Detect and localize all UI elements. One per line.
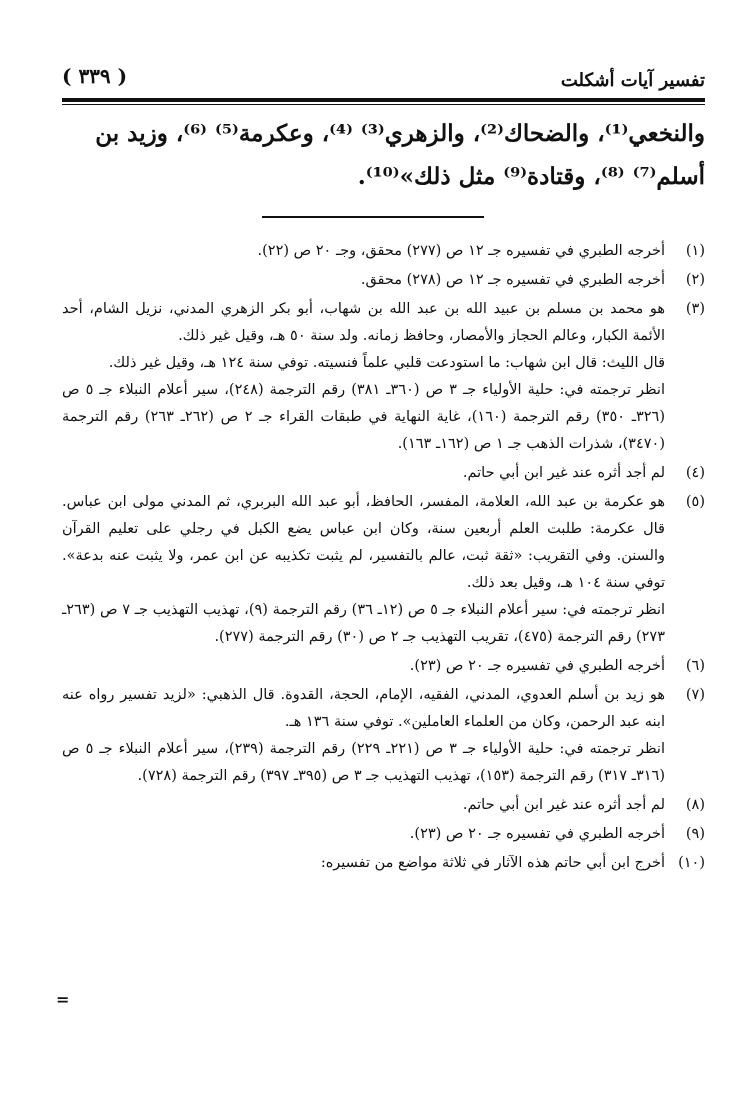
footnote-body [62,460,665,487]
footnote-body [62,238,665,265]
footnote-paragraph: لم أجد أثره عند غير ابن أبي حاتم. [462,797,665,813]
header-book-title: تفسير آيات أشكلت [560,70,705,91]
footnote-item [62,267,705,294]
footnote-item [62,653,705,680]
margin-mark: = [56,990,70,1009]
footnote-separator [262,216,484,218]
main-text-line-1: والنخعي⁽¹⁾، والضحاك⁽²⁾، والزهري⁽³⁾ ⁽⁴⁾، وعكرمة⁽⁵⁾ ⁽⁶⁾، وزيد بن [95,120,705,147]
footnote-paragraph: هو محمد بن مسلم بن عبيد الله بن عبد الله بن شهاب، أبو بكر الزهري المدني، نزيل الشام، أحد الأئمة الكبار، وعالم الحجاز والأمصار، وحافظ زمانه. ولد سنة ٥٠ هـ، وقيل غير ذلك. [62,301,665,344]
footnote-body [62,653,665,680]
footnote-number: (٨) [685,797,705,813]
footnote-body [62,682,665,790]
footnote-number: (٩) [685,826,705,842]
header-rule-thick [62,98,705,102]
footnote-paragraph: انظر ترجمته في: حلية الأولياء جـ ٣ ص (٢٢١ـ ٢٢٩) رقم الترجمة (٢٣٩)، سير أعلام النبلاء جـ ٥ ص (٣١٦ـ ٣١٧) رقم الترجمة (١٥٣)، تهذيب التهذيب جـ ٣ ص (٣٩٥ـ ٣٩٧) رقم الترجمة (٧٢٨). [62,741,665,784]
footnote-paragraph: انظر ترجمته في: حلية الأولياء جـ ٣ ص (٣٦٠ـ ٣٨١) رقم الترجمة (٢٤٨)، سير أعلام النبلاء جـ ٥ ص (٣٢٦ـ ٣٥٠) رقم الترجمة (١٦٠)، غاية النهاية في طبقات القراء جـ ٢ ص (٢٦٢ـ ٢٦٣) رقم الترجمة (٣٤٧٠)، شذرات الذهب جـ ١ ص (١٦٢ـ ١٦٣). [62,382,666,452]
footnote-item [62,792,705,819]
footnote-paragraph: قال الليث: قال ابن شهاب: ما استودعت قلبي علماً فنسيته. توفي سنة ١٢٤ هـ، وقيل غير ذلك. [108,355,665,371]
footnote-number: (٤) [685,465,705,481]
footnote-paragraph: أخرج ابن أبي حاتم هذه الآثار في ثلاثة مواضع من تفسيره: [320,855,665,871]
footnote-body [62,792,665,819]
footnote-item [62,850,705,877]
footnote-item [62,682,705,790]
footnote-number: (٥) [685,494,705,510]
footnote-body [62,821,665,848]
main-text-line-2: أسلم⁽⁷⁾ ⁽⁸⁾، وقتادة⁽⁹⁾ مثل ذلك»⁽¹⁰⁾. [357,163,705,190]
footnote-item [62,238,705,265]
footnote-number: (٢) [685,272,705,288]
footnote-paragraph: هو زيد بن أسلم العدوي، المدني، الفقيه، الإمام، الحجة، القدوة. قال الذهبي: «لزيد تفسير رواه عنه ابنه عبد الرحمن، وكان من العلماء العاملين». توفي سنة ١٣٦ هـ. [62,687,665,730]
footnote-paragraph: لم أجد أثره عند غير ابن أبي حاتم. [462,465,665,481]
footnote-number: (٦) [685,658,705,674]
footnote-paragraph: هو عكرمة بن عبد الله، العلامة، المفسر، الحافظ، أبو عبد الله البربري، ثم المدني مولى ابن عباس. قال عكرمة: طلبت العلم أربعين سنة، وكان ابن عباس يضع الكبل في رجلي على تعليم القرآن والسنن. وفي التقريب: «ثقة ثبت، عالم بالتفسير، لم يثبت تكذيبه عن ابن عمر، ولا يثبت عنه بدعة». توفي سنة ١٠٤ هـ، وقيل بعد ذلك. [62,494,665,591]
main-text-block [60,112,705,198]
footnote-item [62,489,705,651]
footnote-paragraph: أخرجه الطبري في تفسيره جـ ٢٠ ص (٢٣). [409,658,665,674]
footnote-paragraph: انظر ترجمته في: سير أعلام النبلاء جـ ٥ ص (١٢ـ ٣٦) رقم الترجمة (٩)، تهذيب التهذيب جـ ٧ ص (٢٦٣ـ ٢٧٣) رقم الترجمة (٤٧٥)، تقريب التهذيب جـ ٢ ص (٣٠) رقم الترجمة (٢٧٧). [62,602,666,645]
running-header [62,62,705,96]
footnote-item [62,460,705,487]
footnote-body [62,489,665,651]
footnote-body [62,267,665,294]
header-rule-thin [62,104,705,105]
footnote-paragraph: أخرجه الطبري في تفسيره جـ ١٢ ص (٢٧٧) محقق، وجـ ٢٠ ص (٢٢). [257,243,665,259]
footnote-number: (٧) [685,687,705,703]
footnote-number: (٣) [685,301,705,317]
footnote-number: (١) [685,243,705,259]
footnote-paragraph: أخرجه الطبري في تفسيره جـ ٢٠ ص (٢٣). [409,826,665,842]
footnote-number: (١٠) [678,855,705,871]
footnote-paragraph: أخرجه الطبري في تفسيره جـ ١٢ ص (٢٧٨) محقق. [360,272,665,288]
footnote-body [62,850,665,877]
footnote-item [62,821,705,848]
footnote-item [62,296,705,458]
footnote-body [62,296,665,458]
footnotes-section [62,238,705,877]
page-number: ( ٣٣٩ ) [62,64,128,88]
